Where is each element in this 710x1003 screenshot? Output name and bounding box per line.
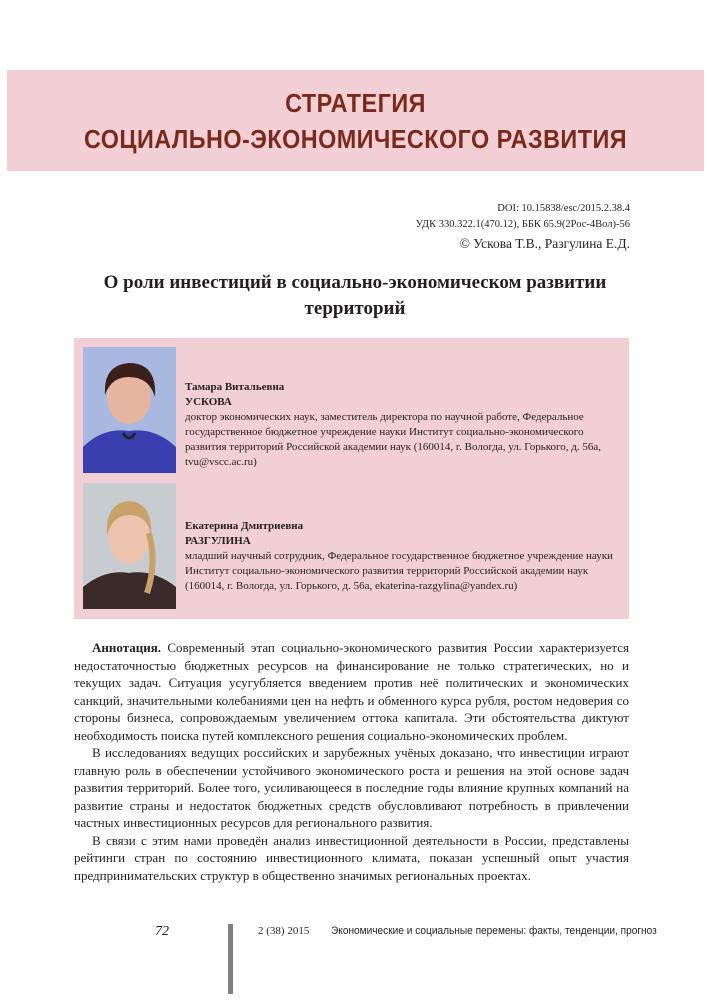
abstract-paragraph: В связи с этим нами проведён анализ инвестиционной деятельности в России, представлены рейтинги стран по состоянию инвестиционного климата, показан успешный опыт участия предпринимательских структур в общественно значимых региональных проектах. bbox=[74, 832, 629, 883]
author-first-name: Екатерина Дмитриевна bbox=[185, 520, 304, 532]
author-affiliation: доктор экономических наук, заместитель директора по научной работе, Федеральное государственное бюджетное учреждение науки Институт социально-экономического развития территорий Российской академии наук (160014, г. Вологда, ул. Горького, д. 56а, tvu@vscc.ac.ru) bbox=[185, 411, 601, 468]
abstract-text: Современный этап социально-экономического развития России характеризуется недостаточностью бюджетных ресурсов на финансирование не только стратегических, но и текущих задач. Ситуация усугубляется введением против неё политических и экономических санкций, значительными колебаниями цен на нефть и обменного курса рубля, ростом недоверия со стороны бизнеса, сопровождаемым увеличением оттока капитала. Эти обстоятельства диктуют необходимость поиска путей комплексного решения социально-экономических проблем. bbox=[74, 640, 630, 743]
copyright: © Ускова Т.В., Разгулина Е.Д. bbox=[459, 236, 630, 251]
author-surname: РАЗГУЛИНА bbox=[185, 535, 251, 547]
doi: DOI: 10.15838/esc/2015.2.38.4 bbox=[497, 203, 630, 214]
author-first-name: Тамара Витальевна bbox=[185, 381, 285, 393]
author-1 bbox=[185, 380, 617, 470]
page-number: 72 bbox=[155, 924, 169, 939]
udk-bbk: УДК 330.322.1(470.12), ББК 65.9(2Рос-4Вол)-56 bbox=[415, 219, 630, 230]
abstract-paragraph: В исследованиях ведущих российских и зарубежных учёных доказано, что инвестиции играют главную роль в обеспечении устойчивого экономического роста и решения на этой основе задач развития территорий. Более того, усиливающееся в последние годы влияние крупных компаний на развитие страны и недостаток бюджетных средств обусловливают потребность в привлечении частных инвестиционных ресурсов для регионального развития. bbox=[74, 745, 629, 830]
section-title-line1: СТРАТЕГИЯ bbox=[285, 88, 426, 118]
abstract bbox=[74, 639, 629, 884]
author-surname: УСКОВА bbox=[185, 396, 232, 408]
author-photo bbox=[83, 483, 176, 609]
author-photo bbox=[83, 347, 176, 473]
abstract-paragraph bbox=[74, 639, 629, 744]
footer-divider bbox=[228, 924, 233, 994]
issue-number: 2 (38) 2015 bbox=[258, 925, 310, 937]
abstract-label: Аннотация. bbox=[92, 640, 162, 655]
author-2 bbox=[185, 519, 617, 594]
section-banner bbox=[7, 70, 704, 171]
section-title-line2: СОЦИАЛЬНО-ЭКОНОМИЧЕСКОГО РАЗВИТИЯ bbox=[83, 124, 627, 154]
author-affiliation: младший научный сотрудник, Федеральное государственное бюджетное учреждение науки Институт социально-экономического развития территорий Российской академии наук (160014, г. Вологда, ул. Горького, д. 56а, ekaterina-razgylina@yandex.ru) bbox=[185, 550, 613, 592]
article-title: О роли инвестиций в социально-экономическом развитии территорий bbox=[103, 272, 607, 319]
authors-box bbox=[74, 338, 629, 619]
journal-name: Экономические и социальные перемены: факты, тенденции, прогноз bbox=[331, 925, 657, 937]
